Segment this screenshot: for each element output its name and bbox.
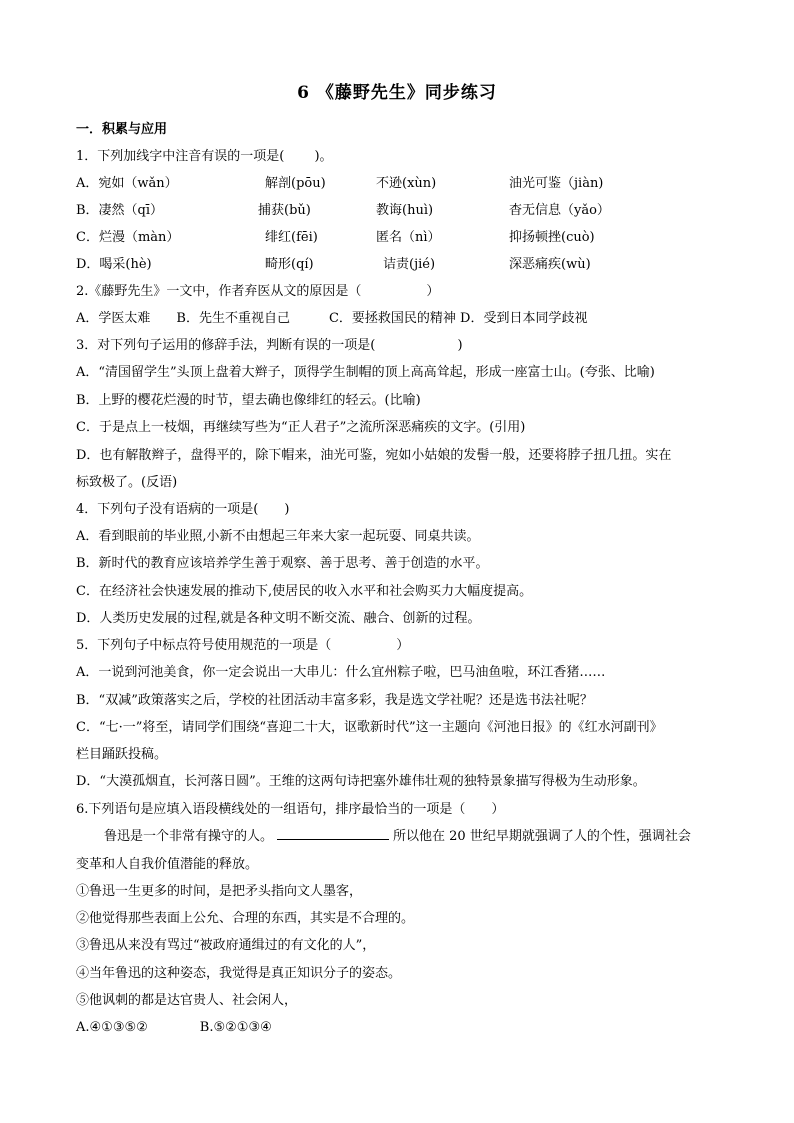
section-heading: 一．积累与应用 — [76, 122, 168, 137]
page-title: 6 《藤野先生》同步练习 — [297, 83, 497, 103]
question-4-stem: 4．下列句子没有语病的一项是( ) — [76, 502, 290, 517]
q5-option-d: D．“大漠孤烟直，长河落日圆”。王维的这两句诗把塞外雄伟壮观的独特景象描写得极为生动形象。 — [76, 774, 646, 789]
q3-option-d-line1: D．也有解散辫子，盘得平的，除下帽来，油光可鉴，宛如小姑娘的发髻一般，还要将脖子扭几扭。实在 — [76, 448, 672, 463]
q1-option-a-1: A．宛如（wǎn） — [76, 176, 178, 191]
q1-option-c-2: 绯红(fēi) — [265, 230, 318, 245]
q1-option-b-3: 教诲(huì) — [376, 203, 434, 218]
q1-option-c-3: 匿名（nì） — [376, 230, 441, 245]
q4-option-a: A．看到眼前的毕业照,小新不由想起三年来大家一起玩耍、同桌共读。 — [76, 529, 480, 544]
q1-option-d-2: 畸形(qí) — [265, 257, 314, 272]
q5-option-c-line1: C．“七·一”将至，请同学们围绕“喜迎二十大，讴歌新时代”这一主题向《河池日报》的《红水河副刊》 — [76, 720, 663, 735]
question-1-stem: 1．下列加线字中注音有误的一项是( )。 — [76, 149, 333, 164]
q6-item-2: ②他觉得那些表面上公允、合理的东西，其实是不合理的。 — [76, 911, 415, 926]
q6-passage-before-blank: 鲁迅是一个非常有操守的人。 — [104, 829, 274, 844]
q1-option-d-3: 诘责(jié) — [383, 257, 436, 272]
q6-passage-line2: 变革和人自我价值潜能的释放。 — [76, 857, 259, 872]
q1-option-a-2: 解剖(pōu) — [265, 176, 326, 191]
question-6-stem: 6.下列语句是应填入语段横线处的一组语句，排序最恰当的一项是（ ） — [76, 802, 505, 817]
q5-option-a: A．一说到河池美食，你一定会说出一大串儿：什么宜州粽子啦，巴马油鱼啦，环江香猪…… — [76, 665, 606, 680]
q5-option-c-line2: 栏目踊跃投稿。 — [76, 747, 168, 762]
q4-option-d: D．人类历史发展的过程,就是各种文明不断交流、融合、创新的过程。 — [76, 611, 481, 626]
q1-option-b-2: 捕获(bǔ) — [258, 203, 311, 218]
question-3-stem: 3．对下列句子运用的修辞手法，判断有误的一项是( ) — [76, 338, 463, 353]
q1-option-d-4: 深恶痛疾(wù) — [509, 257, 591, 272]
q6-passage-line1 — [104, 825, 691, 844]
q1-option-b-4: 杳无信息（yǎo） — [509, 203, 610, 218]
q1-option-a-3: 不逊(xùn) — [376, 176, 437, 191]
q3-option-d-line2: 标致极了。(反语) — [76, 475, 178, 490]
q6-item-1: ①鲁迅一生更多的时间，是把矛头指向文人墨客， — [76, 884, 363, 899]
q1-option-a-4: 油光可鉴（jiàn) — [509, 176, 604, 191]
q1-option-c-4: 抑扬顿挫(cuò) — [509, 230, 595, 245]
q3-option-c: C．于是点上一枝烟，再继续写些为“正人君子”之流所深恶痛疾的文字。(引用) — [76, 420, 526, 435]
question-5-stem: 5．下列句子中标点符号使用规范的一项是（ ） — [76, 638, 410, 653]
q4-option-b: B．新时代的教育应该培养学生善于观察、善于思考、善于创造的水平。 — [76, 556, 489, 571]
q6-item-3: ③鲁迅从来没有骂过“被政府通缉过的有文化的人”， — [76, 938, 376, 953]
q3-option-b: B．上野的樱花烂漫的时节，望去确也像绯红的轻云。(比喻) — [76, 393, 421, 408]
q6-options: A.④①③⑤② B.⑤②①③④ — [76, 1020, 272, 1035]
q6-item-5: ⑤他讽刺的都是达官贵人、社会闲人， — [76, 993, 298, 1008]
fill-in-blank — [277, 827, 389, 840]
q1-option-d-1: D．喝采(hè) — [76, 257, 152, 272]
q6-item-4: ④当年鲁迅的这种姿态，我觉得是真正知识分子的姿态。 — [76, 966, 402, 981]
q1-option-c-1: C．烂漫（màn） — [76, 230, 180, 245]
question-2-stem: 2.《藤野先生》一文中，作者弃医从文的原因是（ ） — [76, 284, 440, 299]
q1-option-b-1: B．凄然（qī） — [76, 203, 164, 218]
q6-passage-after-blank: 所以他在 20 世纪早期就强调了人的个性，强调社会 — [393, 829, 691, 844]
q4-option-c: C．在经济社会快速发展的推动下,使居民的收入水平和社会购买力大幅度提高。 — [76, 584, 533, 599]
q3-option-a: A．“清国留学生”头顶上盘着大辫子，顶得学生制帽的顶上高高耸起，形成一座富士山。(夸张、比喻) — [76, 365, 655, 380]
q5-option-b: B．“双减”政策落实之后，学校的社团活动丰富多彩，我是选文学社呢？还是选书法社呢？ — [76, 693, 593, 708]
question-2-options: A．学医太难 B．先生不重视自己 C．要拯救国民的精神 D．受到日本同学歧视 — [76, 311, 588, 326]
